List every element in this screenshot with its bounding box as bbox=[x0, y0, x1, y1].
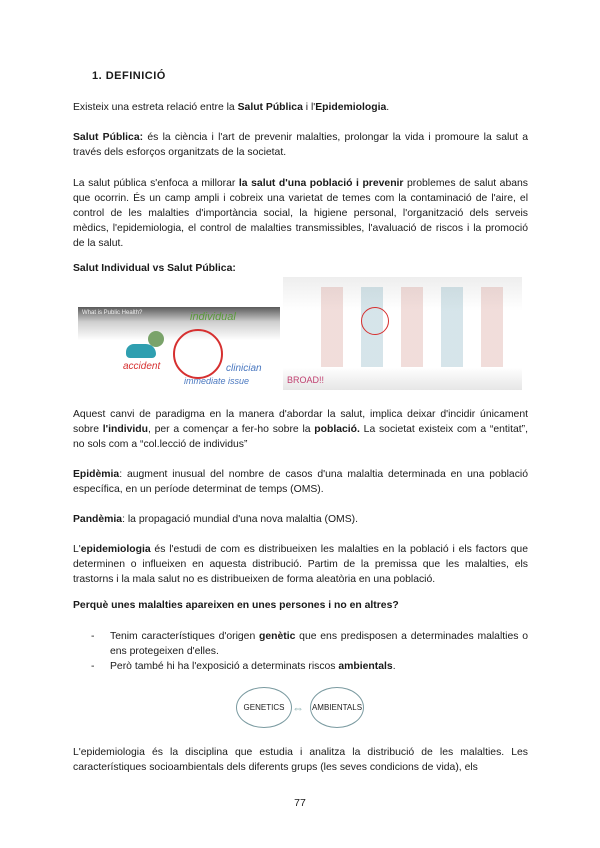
genetics-circle bbox=[236, 687, 292, 728]
bold-text: l'individu bbox=[102, 424, 148, 435]
public-health-image bbox=[283, 277, 522, 390]
label-clinician: clinician bbox=[226, 363, 262, 374]
bold-text: població. bbox=[314, 424, 360, 435]
text: Existeix una estreta relació entre la bbox=[73, 102, 238, 113]
list-item bbox=[91, 659, 528, 674]
bold-text: Salut Pública bbox=[237, 102, 303, 113]
focus-paragraph bbox=[73, 176, 528, 251]
ambientals-circle bbox=[310, 687, 364, 728]
pandemia-definition bbox=[73, 512, 528, 527]
epidemia-definition bbox=[73, 467, 528, 497]
genetics-label: GENETICS bbox=[243, 703, 285, 712]
text: . bbox=[392, 661, 396, 672]
red-circle bbox=[173, 329, 223, 379]
bold-text: ambientals bbox=[338, 661, 393, 672]
page-number: 77 bbox=[294, 797, 306, 809]
subheading: Salut Individual vs Salut Pública: bbox=[73, 263, 236, 274]
red-circle bbox=[361, 307, 389, 335]
text: que ens predisposen a determinades malalties o ens protegeixen d'elles. bbox=[110, 631, 528, 657]
text: : augment inusual del nombre de casos d'una malaltia determinada en una població específica, en un període determinat de temps (OMS). bbox=[73, 469, 528, 495]
question-heading: Perquè unes malalties apareixen en unes persones i no en altres? bbox=[73, 600, 399, 611]
label-accident: accident bbox=[123, 361, 161, 372]
text: Aquest canvi de paradigma en la manera d'abordar la salut, implica deixar d'incidir únicament sobre bbox=[73, 409, 528, 435]
bold-text: genètic bbox=[259, 631, 296, 642]
text: . bbox=[386, 102, 390, 113]
image-title: What is Public Health? bbox=[82, 310, 143, 316]
salut-publica-definition bbox=[73, 130, 528, 160]
tree-icon bbox=[148, 331, 164, 347]
term: Epidèmia bbox=[73, 469, 120, 480]
bold-text: la salut d'una població i prevenir bbox=[238, 178, 404, 189]
individual-health-image bbox=[78, 307, 280, 390]
section-heading: 1. DEFINICIÓ bbox=[92, 70, 166, 82]
label-broad: BROAD!! bbox=[287, 375, 325, 385]
term: Salut Pública: bbox=[73, 132, 144, 143]
text: , per a començar a fer-ho sobre la bbox=[147, 424, 315, 435]
text: : la propagació mundial d'una nova malaltia (OMS). bbox=[122, 514, 358, 525]
double-arrow-icon: ⇔ bbox=[292, 701, 304, 715]
text: La salut pública s'enfoca a millorar bbox=[73, 178, 239, 189]
text: L' bbox=[73, 544, 81, 555]
ambientals-label: AMBIENTALS bbox=[311, 703, 363, 712]
intro-paragraph bbox=[73, 100, 528, 115]
closing-paragraph: L'epidemiologia és la disciplina que estudia i analitza la distribució de les malalties. Les característiques socioambientals dels diferents grups (les seves condicions de vida), els bbox=[73, 747, 528, 773]
bold-text: Epidemiologia bbox=[315, 102, 387, 113]
paradigm-paragraph bbox=[73, 407, 528, 452]
text: és la ciència i l'art de prevenir malalties, prolongar la vida i promoure la salut a través dels esforços organitzats de la societat. bbox=[73, 132, 528, 158]
label-immediate-issue: immediate issue bbox=[184, 376, 250, 386]
text: Però també hi ha l'exposició a determinats riscos bbox=[110, 661, 339, 672]
term: Pandèmia bbox=[73, 514, 123, 525]
label-individual: individual bbox=[190, 311, 236, 323]
bullet-dash: - bbox=[91, 631, 95, 642]
bold-text: epidemiologia bbox=[80, 544, 151, 555]
text: problemes de salut abans que ocorrin. És un camp ampli i cobreix una varietat de temes com la contaminació de l'aire, el control de les malalties d'importància social, la higiene personal, l'organització dels serveis mèdics, l'epidemiologia, el control de malalties transmissibles, l'avaluació de riscos i la promoció de la salut. bbox=[73, 178, 528, 249]
text: Tenim característiques d'origen bbox=[110, 631, 260, 642]
text: és l'estudi de com es distribueixen les malalties en la població i els factors que determinen o influeixen en aquesta distribució. Partim de la premissa que les malalties, els trastorns i la mala salut no es distribueixen de forma aleatòria en una població. bbox=[73, 544, 528, 585]
list-item bbox=[91, 629, 528, 659]
text: i l' bbox=[302, 102, 316, 113]
illustration-collage bbox=[303, 287, 503, 367]
text: La societat existeix com a “entitat”, no sols com a “col.lecció de individus” bbox=[73, 424, 528, 450]
bullet-dash: - bbox=[91, 661, 95, 672]
epidemiologia-paragraph bbox=[73, 542, 528, 587]
